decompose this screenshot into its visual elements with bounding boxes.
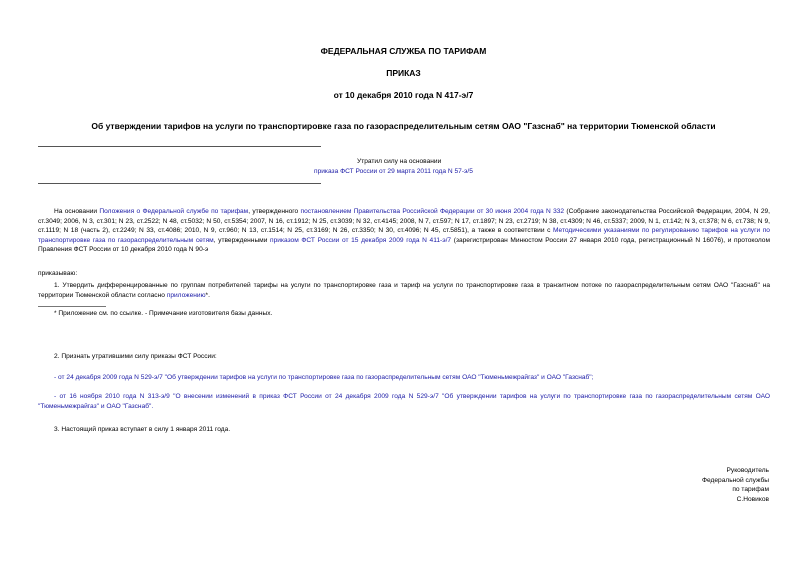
repealed-order-2-title: "О внесении изменений в приказ ФСТ России от 24 декабря 2009 года N 529-э/7 "Об утверждении тарифов на услуги по транспортировке газа по газораспределительным сетям ОАО "Тюменьмежрайгаз" и ОАО "Газснаб". bbox=[38, 393, 770, 410]
item-3: 3. Настоящий приказ вступает в силу 1 января 2011 года. bbox=[54, 426, 231, 433]
item-2: 2. Признать утратившими силу приказы ФСТ России: bbox=[54, 353, 217, 360]
orders-label: приказываю: bbox=[38, 270, 78, 277]
repealed-order-1 bbox=[54, 373, 770, 383]
item-1 bbox=[38, 281, 770, 300]
link-order-529[interactable]: от 24 декабря 2009 года N 529-э/7 bbox=[58, 374, 163, 381]
preamble-text-5: (зарегистрирован Минюстом России 27 января 2010 года, регистрационный N 16076), и протоколом Правления ФСТ России от 10 декабря 2010 года N 90-э bbox=[38, 236, 771, 253]
link-government-decree[interactable]: постановлением Правительства Российской Федерации от 30 июня 2004 года N 332 bbox=[300, 208, 565, 215]
note-line: Утратил силу на основании bbox=[357, 158, 442, 165]
footnote: * Приложение см. по ссылке. - Примечание изготовителя базы данных. bbox=[54, 310, 273, 317]
signature-line-3: по тарифам bbox=[732, 486, 769, 493]
item-1-text: 1. Утвердить дифференцированные по группам потребителей тарифы на услуги по транспортировке газа и тариф на услуги по транспортировке газа в транзитном потоке по газораспределительным сетям ОАО "Газснаб" на территории Тюменской области согласно bbox=[38, 282, 770, 299]
preamble-paragraph bbox=[38, 207, 770, 255]
divider-top bbox=[38, 146, 321, 147]
repealed-order-1-title: "Об утверждении тарифов на услуги по транспортировке газа по газораспределительным сетям ОАО "Тюменьмежрайгаз" и ОАО "Газснаб"; bbox=[162, 374, 594, 381]
item-1-end: *. bbox=[205, 291, 210, 299]
doc-date-number: от 10 декабря 2010 года N 417-э/7 bbox=[333, 90, 474, 100]
preamble-text-2: , утвержденного bbox=[248, 208, 299, 215]
divider-bottom bbox=[38, 183, 321, 184]
link-appendix[interactable]: приложению bbox=[166, 291, 206, 299]
signature-line-2: Федеральной службы bbox=[701, 476, 769, 484]
link-fst-regulation[interactable]: Положения о Федеральной службе по тарифам bbox=[99, 208, 249, 215]
preamble-text-4: , утвержденными bbox=[213, 236, 271, 244]
doc-type: ПРИКАЗ bbox=[386, 68, 421, 78]
signature-block bbox=[702, 466, 769, 504]
note-link[interactable]: приказа ФСТ России от 29 марта 2011 года N 57-э/5 bbox=[314, 168, 473, 175]
repealed-order-2 bbox=[38, 392, 770, 411]
preamble-text-3: (Собрание законодательства Российской Федерации, 2004, N 29, ст.3049; 2006, N 3, ст.301; N 23, ст.2522; N 48, ст.5032; N 50, ст.5354; 2007, N 16, ст.1912; N 25, ст.3039; N 32, ст.4145; 2008, N 7, ст.597; N 17, ст.1897; N 23, ст.2719; N 38, ст.4309; N 46, ст.5337; 2009, N 1, ст.142; N 3, ст.378; N 6, ст.738; N 9, ст.1119; N 18 (часть 2), ст.2249; N 33, ст.4086; 2010, N 9, ст.960; N 13, ст.1514; N 25, ст.3169; N 26, ст.3350; N 30, ст.4096; N 45, ст.5851), а также в соответствии с bbox=[38, 208, 770, 234]
link-fst-order-411[interactable]: приказом ФСТ России от 15 декабря 2009 года N 411-э/7 bbox=[270, 236, 452, 244]
link-order-313[interactable]: от 16 ноября 2010 года N 313-э/9 bbox=[59, 393, 170, 400]
link-methodical-guidelines[interactable]: Методическими указаниями по регулированию тарифов на услуги по транспортировке газа по газораспределительным сетям bbox=[38, 227, 770, 244]
agency-name: ФЕДЕРАЛЬНАЯ СЛУЖБА ПО ТАРИФАМ bbox=[320, 46, 487, 56]
doc-title: Об утверждении тарифов на услуги по транспортировке газа по газораспределительным сетям ОАО "Газснаб" на территории Тюменской области bbox=[91, 121, 716, 131]
dash-prefix: - bbox=[54, 393, 60, 400]
signature-name: С.Новиков bbox=[736, 495, 769, 503]
dash-prefix: - bbox=[54, 374, 59, 381]
preamble-text-1: На основании bbox=[54, 208, 98, 215]
footnote-divider bbox=[38, 306, 106, 307]
signature-line-1: Руководитель bbox=[726, 467, 769, 474]
